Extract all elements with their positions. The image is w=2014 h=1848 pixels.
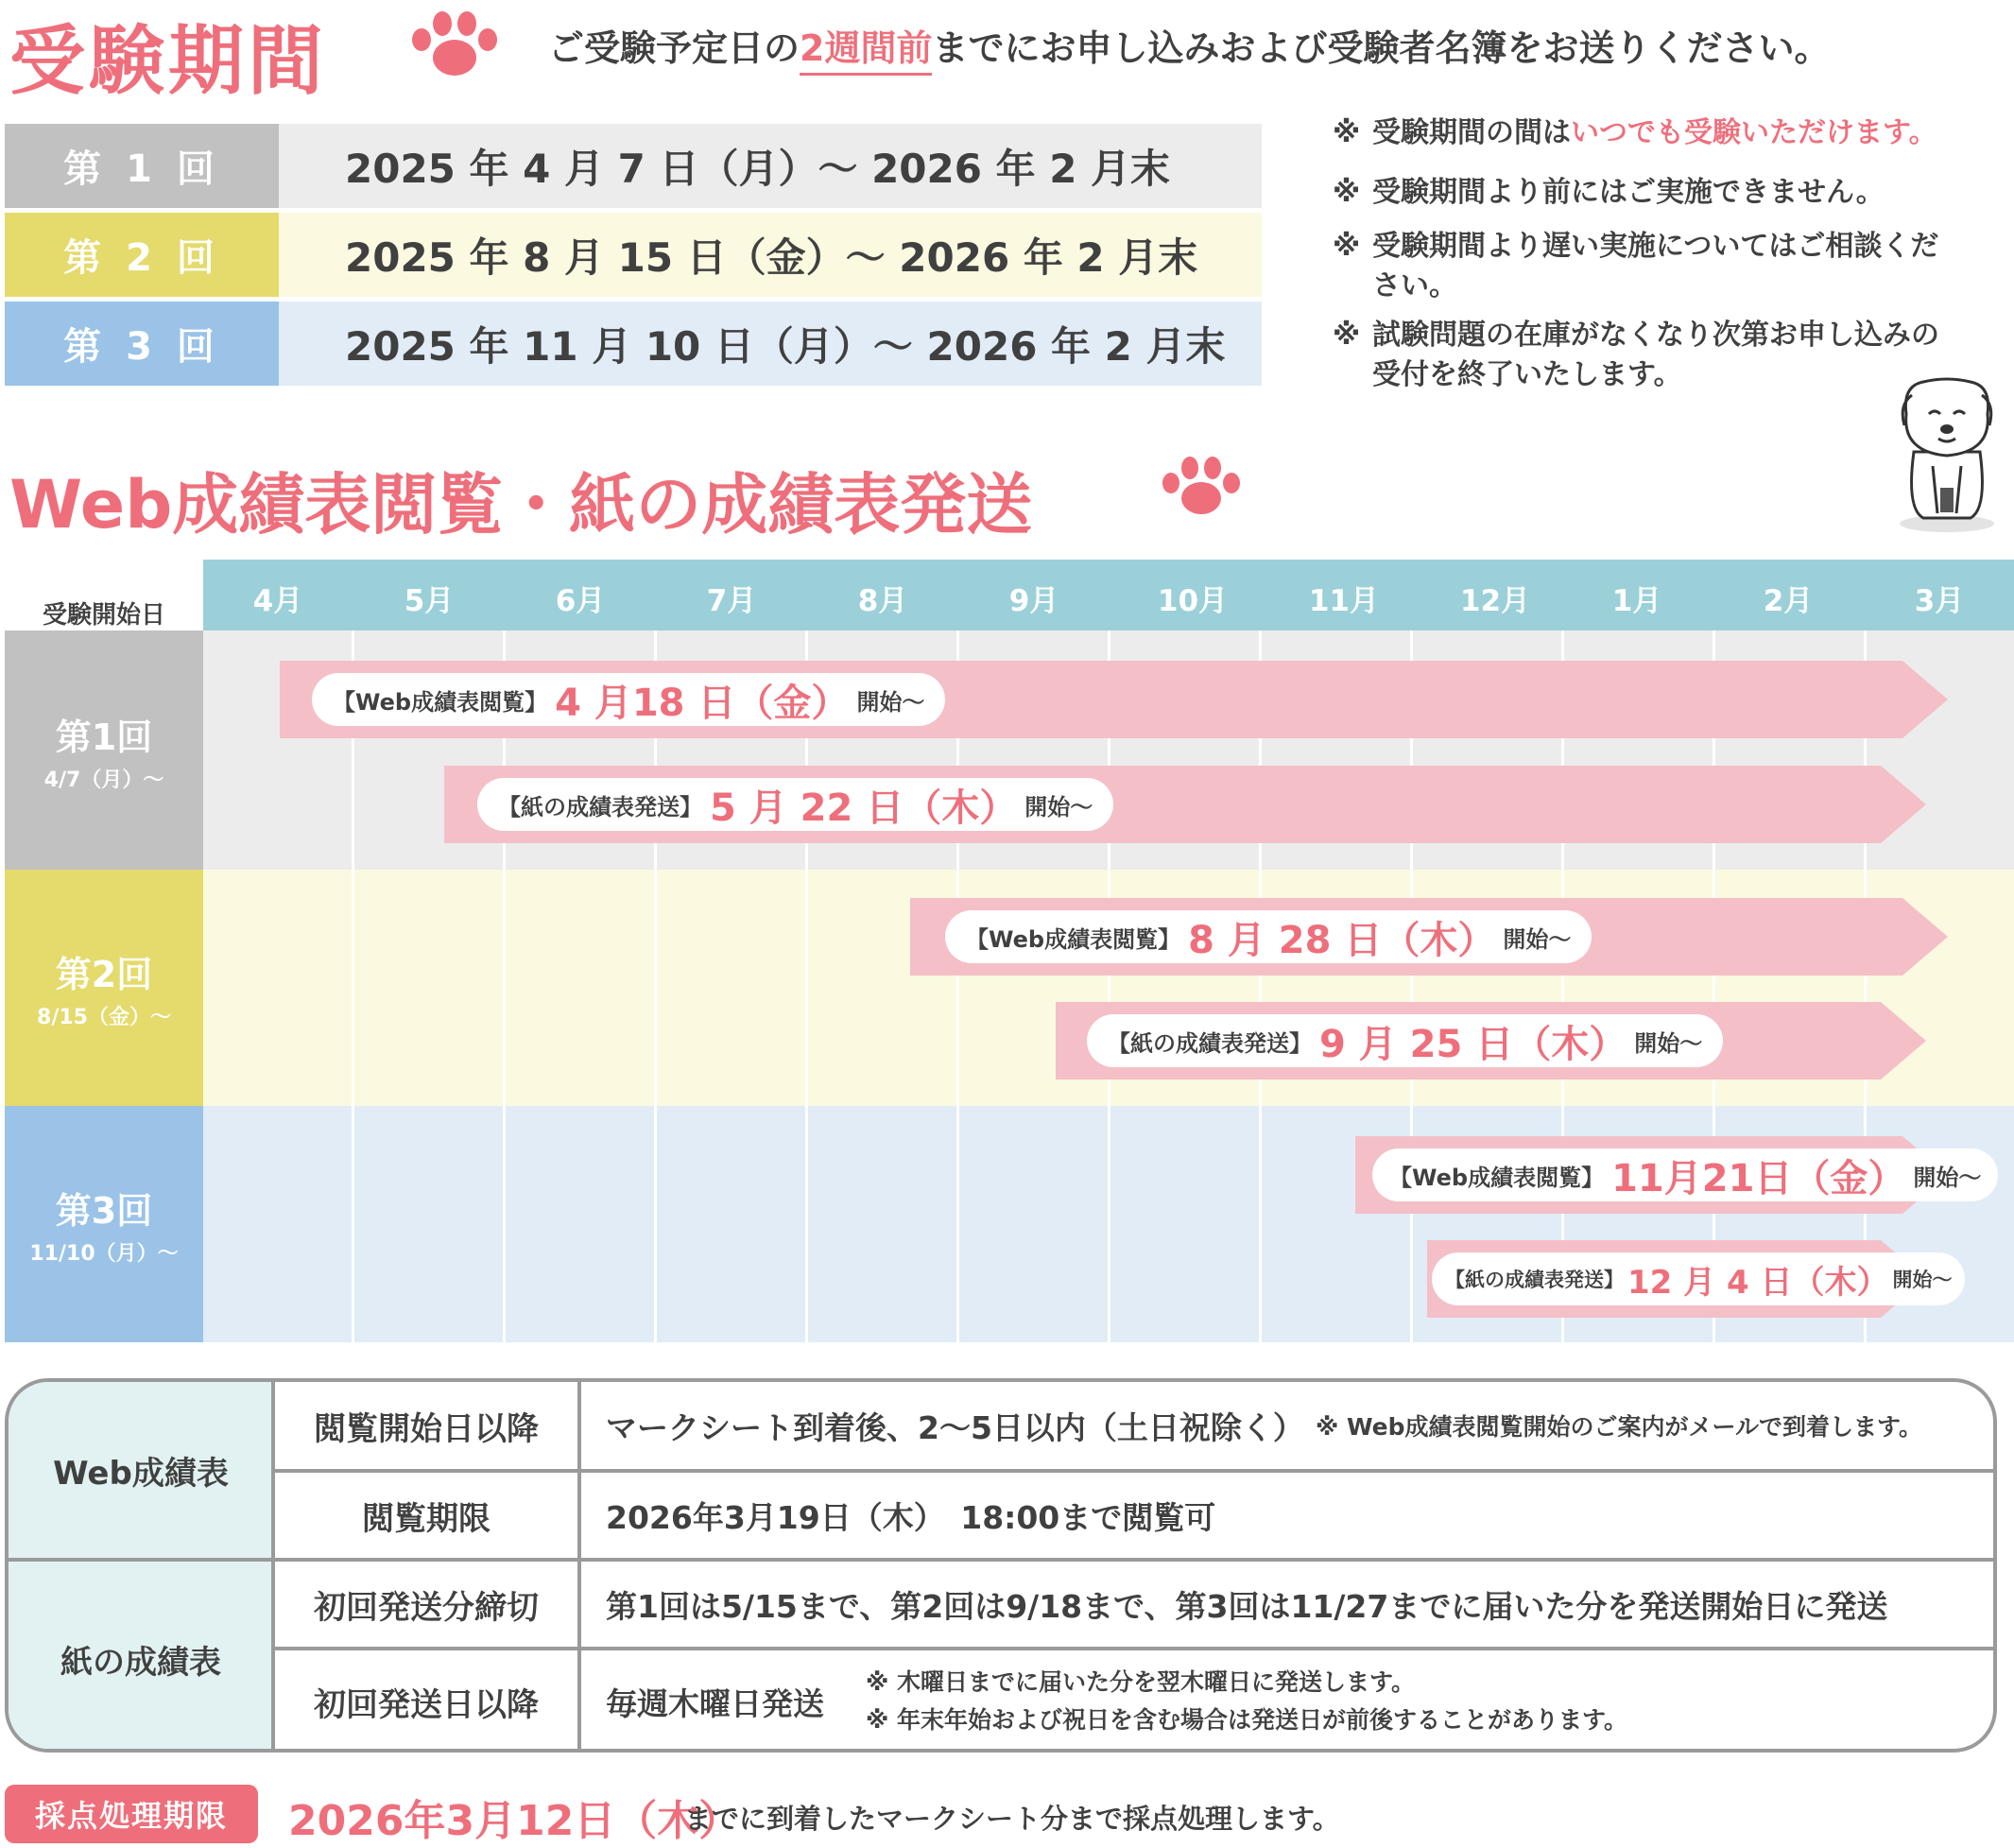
month-label: 9月 [1008, 584, 1059, 618]
exam-period-title: 受験期間 [9, 17, 327, 105]
paper-category-cell: 紙の成績表 [9, 1562, 273, 1753]
lead-after: までにお申し込みおよび受験者名簿をお送りください。 [932, 27, 1831, 69]
row-label: 閲覧開始日以降 [314, 1409, 539, 1448]
period-range: 2025 年 8 月 15 日（金）～ 2026 年 2 月末 [345, 233, 1198, 281]
period-row-3 [5, 302, 1262, 386]
row-value: マークシート到着後、2～5日以内（土日祝除く） ※ Web成績表閲覧開始のご案内がメールで到着します。 [606, 1408, 1922, 1446]
period-label: 第 1 回 [5, 124, 279, 208]
period-label: 第 3 回 [5, 302, 279, 386]
start-date-header: 受験開始日 [42, 601, 165, 630]
table-divider [273, 1647, 1993, 1650]
schedule-bar-label: 【紙の成績表発送】 12 月 4 日（木） 開始～ [1432, 1252, 1965, 1305]
month-label: 6月 [555, 584, 606, 618]
schedule-bar-label: 【Web成績表閲覧】 11月21日（金） 開始～ [1372, 1149, 1998, 1201]
deadline-badge: 採点処理期限 [5, 1785, 258, 1843]
exam-period-lead [548, 19, 1830, 71]
note-2: ※ 受験期間より前にはご実施できません。 [1333, 176, 1885, 209]
table-divider [577, 1382, 581, 1753]
table-divider [271, 1382, 275, 1753]
lead-highlight: 2週間前 [800, 27, 932, 76]
month-label: 12月 [1459, 584, 1531, 618]
table-divider [9, 1558, 1993, 1562]
note-3: ※ 受験期間より遅い実施についてはご相談くだ さい。 [1333, 230, 1939, 302]
month-label: 10月 [1157, 584, 1229, 618]
schedule-bar-label: 【紙の成績表発送】 9 月 25 日（木） 開始～ [1087, 1014, 1723, 1067]
period-row-1 [5, 124, 1262, 208]
month-label: 4月 [252, 584, 303, 618]
paw-icon [406, 8, 501, 83]
dog-mascot-illustration [1885, 376, 2008, 537]
schedule-bar-label: 【Web成績表閲覧】 4 月18 日（金） 開始～ [312, 673, 945, 726]
month-label: 11月 [1308, 584, 1380, 618]
deadline-text: までに到着したマークシート分まで採点処理します。 [684, 1803, 1340, 1835]
period-range: 2025 年 4 月 7 日（月）～ 2026 年 2 月末 [345, 145, 1171, 192]
round-3-label: 第3回 11/10（月）～ [5, 1106, 203, 1342]
note-1: ※ 受験期間の間はいつでも受験いただけます。 [1333, 116, 1937, 149]
round-1-label: 第1回 4/7（月）～ [5, 630, 203, 870]
month-label: 5月 [404, 584, 455, 618]
lead-before: ご受験予定日の [548, 27, 800, 69]
row-label: 初回発送日以降 [314, 1685, 539, 1724]
month-label: 3月 [1914, 584, 1965, 618]
month-label: 8月 [857, 584, 908, 618]
schedule-bar-label: 【Web成績表閲覧】 8 月 28 日（木） 開始～ [945, 910, 1592, 963]
row-label: 初回発送分締切 [314, 1588, 539, 1627]
round-2-label: 第2回 8/15（金）～ [5, 870, 203, 1106]
table-divider [273, 1469, 1993, 1473]
schedule-bar-label: 【紙の成績表発送】 5 月 22 日（木） 開始～ [477, 778, 1113, 831]
row-value: 2026年3月19日（木） 18:00まで閲覧可 [606, 1498, 1216, 1536]
period-range: 2025 年 11 月 10 日（月）～ 2026 年 2 月末 [345, 322, 1226, 370]
month-label: 1月 [1611, 584, 1662, 618]
deadline-date: 2026年3月12日（木） [288, 1797, 741, 1845]
row-value: 毎週木曜日発送 ※ 木曜日までに届いた分を翌木曜日に発送します。 ※ 年末年始および祝日を含む場合は発送日が前後することがあります。 [606, 1668, 1628, 1734]
month-label: 7月 [706, 584, 757, 618]
paw-icon [1158, 454, 1243, 522]
row-label: 閲覧期限 [362, 1499, 491, 1538]
period-label: 第 2 回 [5, 213, 279, 297]
row-value: 第1回は5/15まで、第2回は9/18まで、第3回は11/27までに届いた分を発送開始日に発送 [606, 1587, 1888, 1625]
note-4: ※ 試験問題の在庫がなくなり次第お申し込みの 受付を終了いたします。 [1333, 319, 1939, 391]
month-label: 2月 [1763, 584, 1814, 618]
web-category-cell: Web成績表 [9, 1382, 273, 1558]
period-row-2 [5, 213, 1262, 297]
score-section-title: Web成績表閲覧・紙の成績表発送 [9, 466, 1033, 544]
info-table [5, 1378, 1997, 1753]
